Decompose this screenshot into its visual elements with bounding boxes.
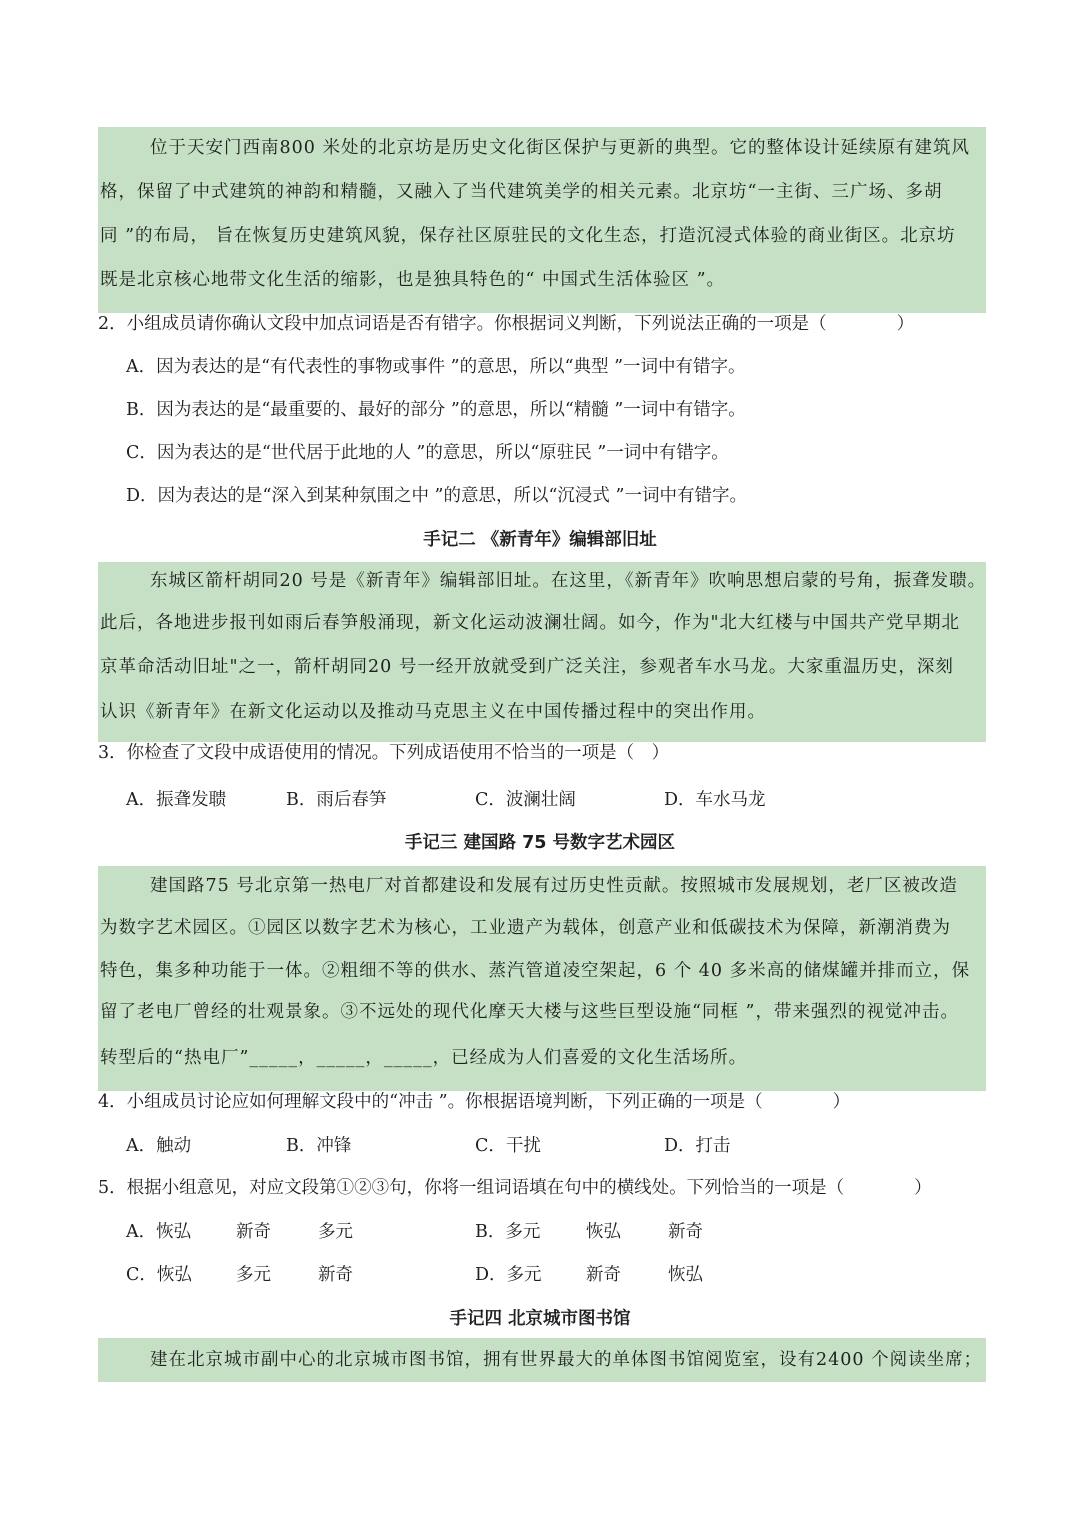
- question-5-option-a-3: 多元: [318, 1222, 353, 1242]
- question-5-option-b-1: B．多元: [475, 1222, 541, 1242]
- passage-3-line: 建国路75 号北京第一热电厂对首都建设和发展有过历史性贡献。按照城市发展规划，老厂区被改造: [150, 876, 958, 896]
- passage-3-line: 转型后的“热电厂”_____，_____，_____，已经成为人们喜爱的文化生活场所。: [100, 1048, 748, 1068]
- question-5-stem: 5．根据小组意见，对应文段第①②③句，你将一组词语填在句中的横线处。下列恰当的一项是（ ）: [98, 1178, 932, 1198]
- passage-2-line: 认识《新青年》在新文化运动以及推动马克思主义在中国传播过程中的突出作用。: [100, 702, 766, 722]
- question-3-stem: 3．你检查了文段中成语使用的情况。下列成语使用不恰当的一项是（ ）: [98, 743, 670, 763]
- section-heading-2: 手记二 《新青年》编辑部旧址: [423, 530, 657, 550]
- question-4-option-a: A．触动: [126, 1136, 192, 1156]
- passage-2: [98, 562, 986, 742]
- passage-2-line: 此后，各地进步报刊如雨后春笋般涌现，新文化运动波澜壮阔。如今，作为"北大红楼与中国共产党早期北: [100, 613, 961, 633]
- passage-3-line: 为数字艺术园区。①园区以数字艺术为核心，工业遗产为载体，创意产业和低碳技术为保障，新潮消费为: [100, 918, 951, 938]
- question-2-stem: 2．小组成员请你确认文段中加点词语是否有错字。你根据词义判断，下列说法正确的一项是（ ）: [98, 314, 915, 334]
- passage-2-line: 京革命活动旧址"之一，箭杆胡同20 号一经开放就受到广泛关注，参观者车水马龙。大家重温历史，深刻: [100, 657, 954, 677]
- question-3-option-b: B．雨后春笋: [286, 790, 387, 810]
- question-2-option-b: B．因为表达的是“最重要的、最好的部分 ”的意思，所以“精髓 ”一词中有错字。: [126, 400, 746, 420]
- question-4-option-d: D．打击: [664, 1136, 731, 1156]
- question-5-option-a-1: A．恢弘: [126, 1222, 192, 1242]
- section-heading-3: 手记三 建国路 75 号数字艺术园区: [404, 833, 676, 853]
- passage-2-line: 东城区箭杆胡同20 号是《新青年》编辑部旧址。在这里，《新青年》吹响思想启蒙的号角，振聋发聩。: [150, 571, 987, 591]
- passage-3-line: 特色，集多种功能于一体。②粗细不等的供水、蒸汽管道凌空架起，6 个 40 多米高的储煤罐并排而立，保: [100, 961, 971, 981]
- question-3-option-c: C．波澜壮阔: [475, 790, 576, 810]
- question-5-option-c-2: 多元: [236, 1265, 271, 1285]
- question-4-stem: 4．小组成员讨论应如何理解文段中的“冲击 ”。你根据语境判断，下列正确的一项是（ ）: [98, 1092, 851, 1112]
- question-2-option-d: D．因为表达的是“深入到某种氛围之中 ”的意思，所以“沉浸式 ”一词中有错字。: [126, 486, 747, 506]
- passage-3-line: 留了老电厂曾经的壮观景象。③不远处的现代化摩天大楼与这些巨型设施“同框 ”，带来强烈的视觉冲击。: [100, 1002, 959, 1022]
- question-5-option-b-2: 恢弘: [586, 1222, 621, 1242]
- question-2-option-c: C．因为表达的是“世代居于此地的人 ”的意思，所以“原驻民 ”一词中有错字。: [126, 443, 729, 463]
- passage-4: [98, 1338, 986, 1382]
- question-3-option-a: A．振聋发聩: [126, 790, 227, 810]
- question-5-option-c-3: 新奇: [318, 1265, 353, 1285]
- question-5-option-d-2: 新奇: [586, 1265, 621, 1285]
- passage-1-line: 格，保留了中式建筑的神韵和精髓，又融入了当代建筑美学的相关元素。北京坊“一主街、三广场、多胡: [100, 182, 943, 202]
- passage-1-line: 位于天安门西南800 米处的北京坊是历史文化街区保护与更新的典型。它的整体设计延续原有建筑风: [150, 138, 970, 158]
- question-5-option-d-1: D．多元: [475, 1265, 542, 1285]
- question-5-option-a-2: 新奇: [236, 1222, 271, 1242]
- passage-1-line: 同 ”的布局， 旨在恢复历史建筑风貌，保存社区原驻民的文化生态，打造沉浸式体验的商业街区。北京坊: [100, 226, 956, 246]
- passage-3: [98, 866, 986, 1091]
- passage-4-line: 建在北京城市副中心的北京城市图书馆，拥有世界最大的单体图书馆阅览室，设有2400 个阅读坐席；: [150, 1350, 983, 1370]
- section-heading-4: 手记四 北京城市图书馆: [449, 1309, 631, 1329]
- question-5-option-b-3: 新奇: [668, 1222, 703, 1242]
- question-4-option-b: B．冲锋: [286, 1136, 352, 1156]
- question-2-option-a: A．因为表达的是“有代表性的事物或事件 ”的意思，所以“典型 ”一词中有错字。: [126, 357, 746, 377]
- question-5-option-d-3: 恢弘: [668, 1265, 703, 1285]
- question-5-option-c-1: C．恢弘: [126, 1265, 192, 1285]
- passage-1-line: 既是北京核心地带文化生活的缩影，也是独具特色的“ 中国式生活体验区 ”。: [100, 270, 726, 290]
- question-4-option-c: C．干扰: [475, 1136, 541, 1156]
- passage-1: [98, 127, 986, 313]
- question-3-option-d: D．车水马龙: [664, 790, 766, 810]
